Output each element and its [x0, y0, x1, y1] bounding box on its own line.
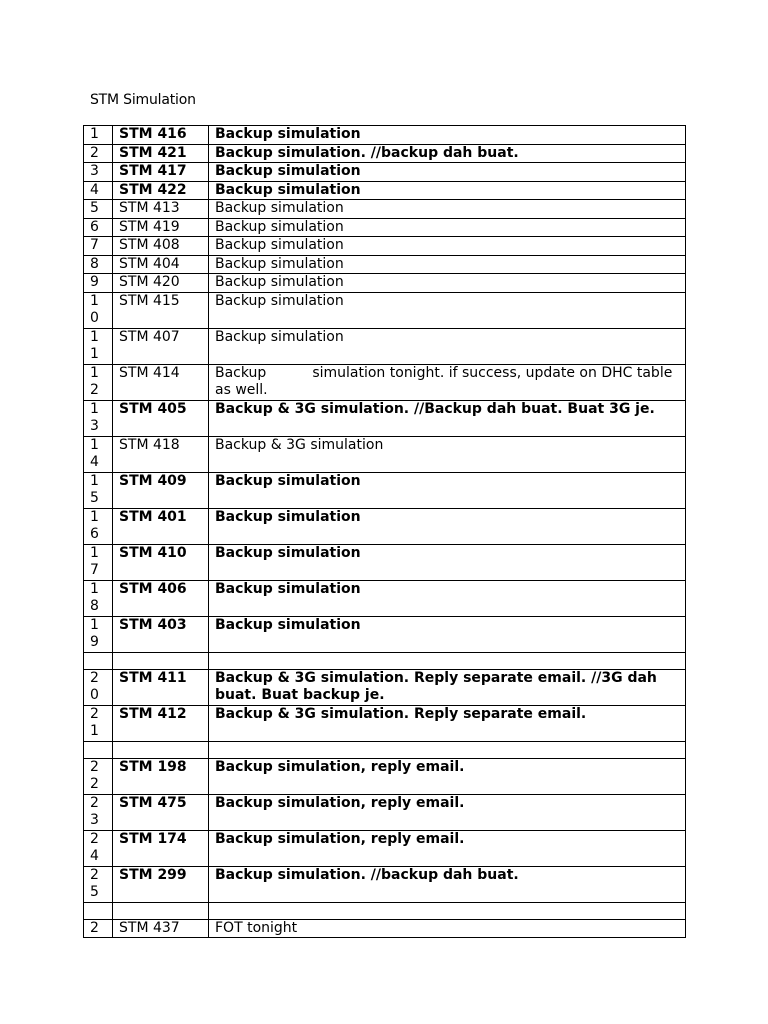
row-number: 2 [84, 144, 113, 163]
task-description: Backup simulation [209, 218, 686, 237]
task-description [209, 652, 686, 669]
stm-id: STM 405 [113, 400, 209, 436]
task-description: Backup & 3G simulation. //Backup dah buat. Buat 3G je. [209, 400, 686, 436]
stm-id: STM 407 [113, 328, 209, 364]
table-row [84, 126, 686, 145]
task-description: Backup simulation [209, 200, 686, 219]
row-number: 14 [84, 436, 113, 472]
stm-id: STM 418 [113, 436, 209, 472]
task-description [209, 741, 686, 758]
table-row [84, 292, 686, 328]
row-number [84, 652, 113, 669]
stm-id [113, 652, 209, 669]
stm-id: STM 420 [113, 274, 209, 293]
row-number: 6 [84, 218, 113, 237]
table-row [84, 616, 686, 652]
table-row [84, 580, 686, 616]
table-row [84, 436, 686, 472]
row-number: 21 [84, 705, 113, 741]
table-row [84, 200, 686, 219]
task-description: Backup simulation, reply email. [209, 830, 686, 866]
stm-id: STM 403 [113, 616, 209, 652]
table-row [84, 274, 686, 293]
task-description: Backup simulation [209, 328, 686, 364]
stm-id: STM 406 [113, 580, 209, 616]
row-number: 23 [84, 794, 113, 830]
task-description: Backup simulation [209, 472, 686, 508]
table-row [84, 830, 686, 866]
stm-id [113, 902, 209, 919]
task-description-part: simulation tonight. if success, update on DHC table as well. [215, 364, 673, 398]
task-description: Backup & 3G simulation [209, 436, 686, 472]
task-description: Backup simulation [209, 544, 686, 580]
simulation-table-body [84, 126, 686, 938]
stm-id: STM 414 [113, 364, 209, 400]
stm-id: STM 412 [113, 705, 209, 741]
row-number: 4 [84, 181, 113, 200]
task-description: Backup simulation, reply email. [209, 794, 686, 830]
row-number: 8 [84, 255, 113, 274]
table-row [84, 741, 686, 758]
row-number: 11 [84, 328, 113, 364]
row-number: 1 [84, 126, 113, 145]
task-description: Backup & 3G simulation. Reply separate email. [209, 705, 686, 741]
row-number: 20 [84, 669, 113, 705]
row-number: 15 [84, 472, 113, 508]
table-row [84, 544, 686, 580]
task-description: Backup simulation [209, 508, 686, 544]
table-row [84, 181, 686, 200]
stm-id [113, 741, 209, 758]
stm-id: STM 475 [113, 794, 209, 830]
stm-id: STM 198 [113, 758, 209, 794]
task-description-part: Backup [215, 364, 267, 381]
page-title: STM Simulation [90, 92, 196, 108]
task-description: Backup simulation. //backup dah buat. [209, 866, 686, 902]
row-number: 3 [84, 163, 113, 182]
row-number [84, 902, 113, 919]
task-description: Backup simulation [209, 126, 686, 145]
table-row [84, 919, 686, 938]
task-description: Backup simulation, reply email. [209, 758, 686, 794]
table-row [84, 794, 686, 830]
table-row [84, 472, 686, 508]
row-number: 7 [84, 237, 113, 256]
table-row [84, 705, 686, 741]
table-row [84, 218, 686, 237]
table-row [84, 902, 686, 919]
task-description [209, 902, 686, 919]
task-description: Backup simulation [209, 274, 686, 293]
stm-id: STM 299 [113, 866, 209, 902]
stm-id: STM 437 [113, 919, 209, 938]
stm-id: STM 404 [113, 255, 209, 274]
table-row [84, 508, 686, 544]
task-description: Backup simulation [209, 255, 686, 274]
row-number: 9 [84, 274, 113, 293]
table-row [84, 163, 686, 182]
stm-id: STM 174 [113, 830, 209, 866]
table-row [84, 669, 686, 705]
task-description [209, 364, 686, 400]
stm-id: STM 408 [113, 237, 209, 256]
stm-id: STM 415 [113, 292, 209, 328]
table-row [84, 237, 686, 256]
stm-id: STM 410 [113, 544, 209, 580]
row-number: 2 [84, 919, 113, 938]
stm-id: STM 419 [113, 218, 209, 237]
row-number: 10 [84, 292, 113, 328]
table-row [84, 400, 686, 436]
stm-id: STM 409 [113, 472, 209, 508]
table-row [84, 652, 686, 669]
row-number: 24 [84, 830, 113, 866]
row-number: 17 [84, 544, 113, 580]
table-row [84, 144, 686, 163]
stm-id: STM 421 [113, 144, 209, 163]
task-description: Backup simulation [209, 580, 686, 616]
table-row [84, 364, 686, 400]
task-description: Backup simulation [209, 237, 686, 256]
stm-id: STM 411 [113, 669, 209, 705]
stm-id: STM 417 [113, 163, 209, 182]
row-number: 25 [84, 866, 113, 902]
row-number: 19 [84, 616, 113, 652]
row-number: 5 [84, 200, 113, 219]
task-description: Backup & 3G simulation. Reply separate email. //3G dah buat. Buat backup je. [209, 669, 686, 705]
stm-id: STM 413 [113, 200, 209, 219]
table-row [84, 255, 686, 274]
stm-id: STM 401 [113, 508, 209, 544]
row-number: 16 [84, 508, 113, 544]
task-description: Backup simulation [209, 292, 686, 328]
row-number: 13 [84, 400, 113, 436]
task-description: Backup simulation [209, 616, 686, 652]
stm-id: STM 422 [113, 181, 209, 200]
table-row [84, 328, 686, 364]
row-number: 12 [84, 364, 113, 400]
table-row [84, 866, 686, 902]
stm-id: STM 416 [113, 126, 209, 145]
task-description: Backup simulation. //backup dah buat. [209, 144, 686, 163]
simulation-table [83, 125, 686, 938]
task-description: FOT tonight [209, 919, 686, 938]
task-description: Backup simulation [209, 163, 686, 182]
table-row [84, 758, 686, 794]
row-number: 18 [84, 580, 113, 616]
row-number [84, 741, 113, 758]
row-number: 22 [84, 758, 113, 794]
task-description: Backup simulation [209, 181, 686, 200]
